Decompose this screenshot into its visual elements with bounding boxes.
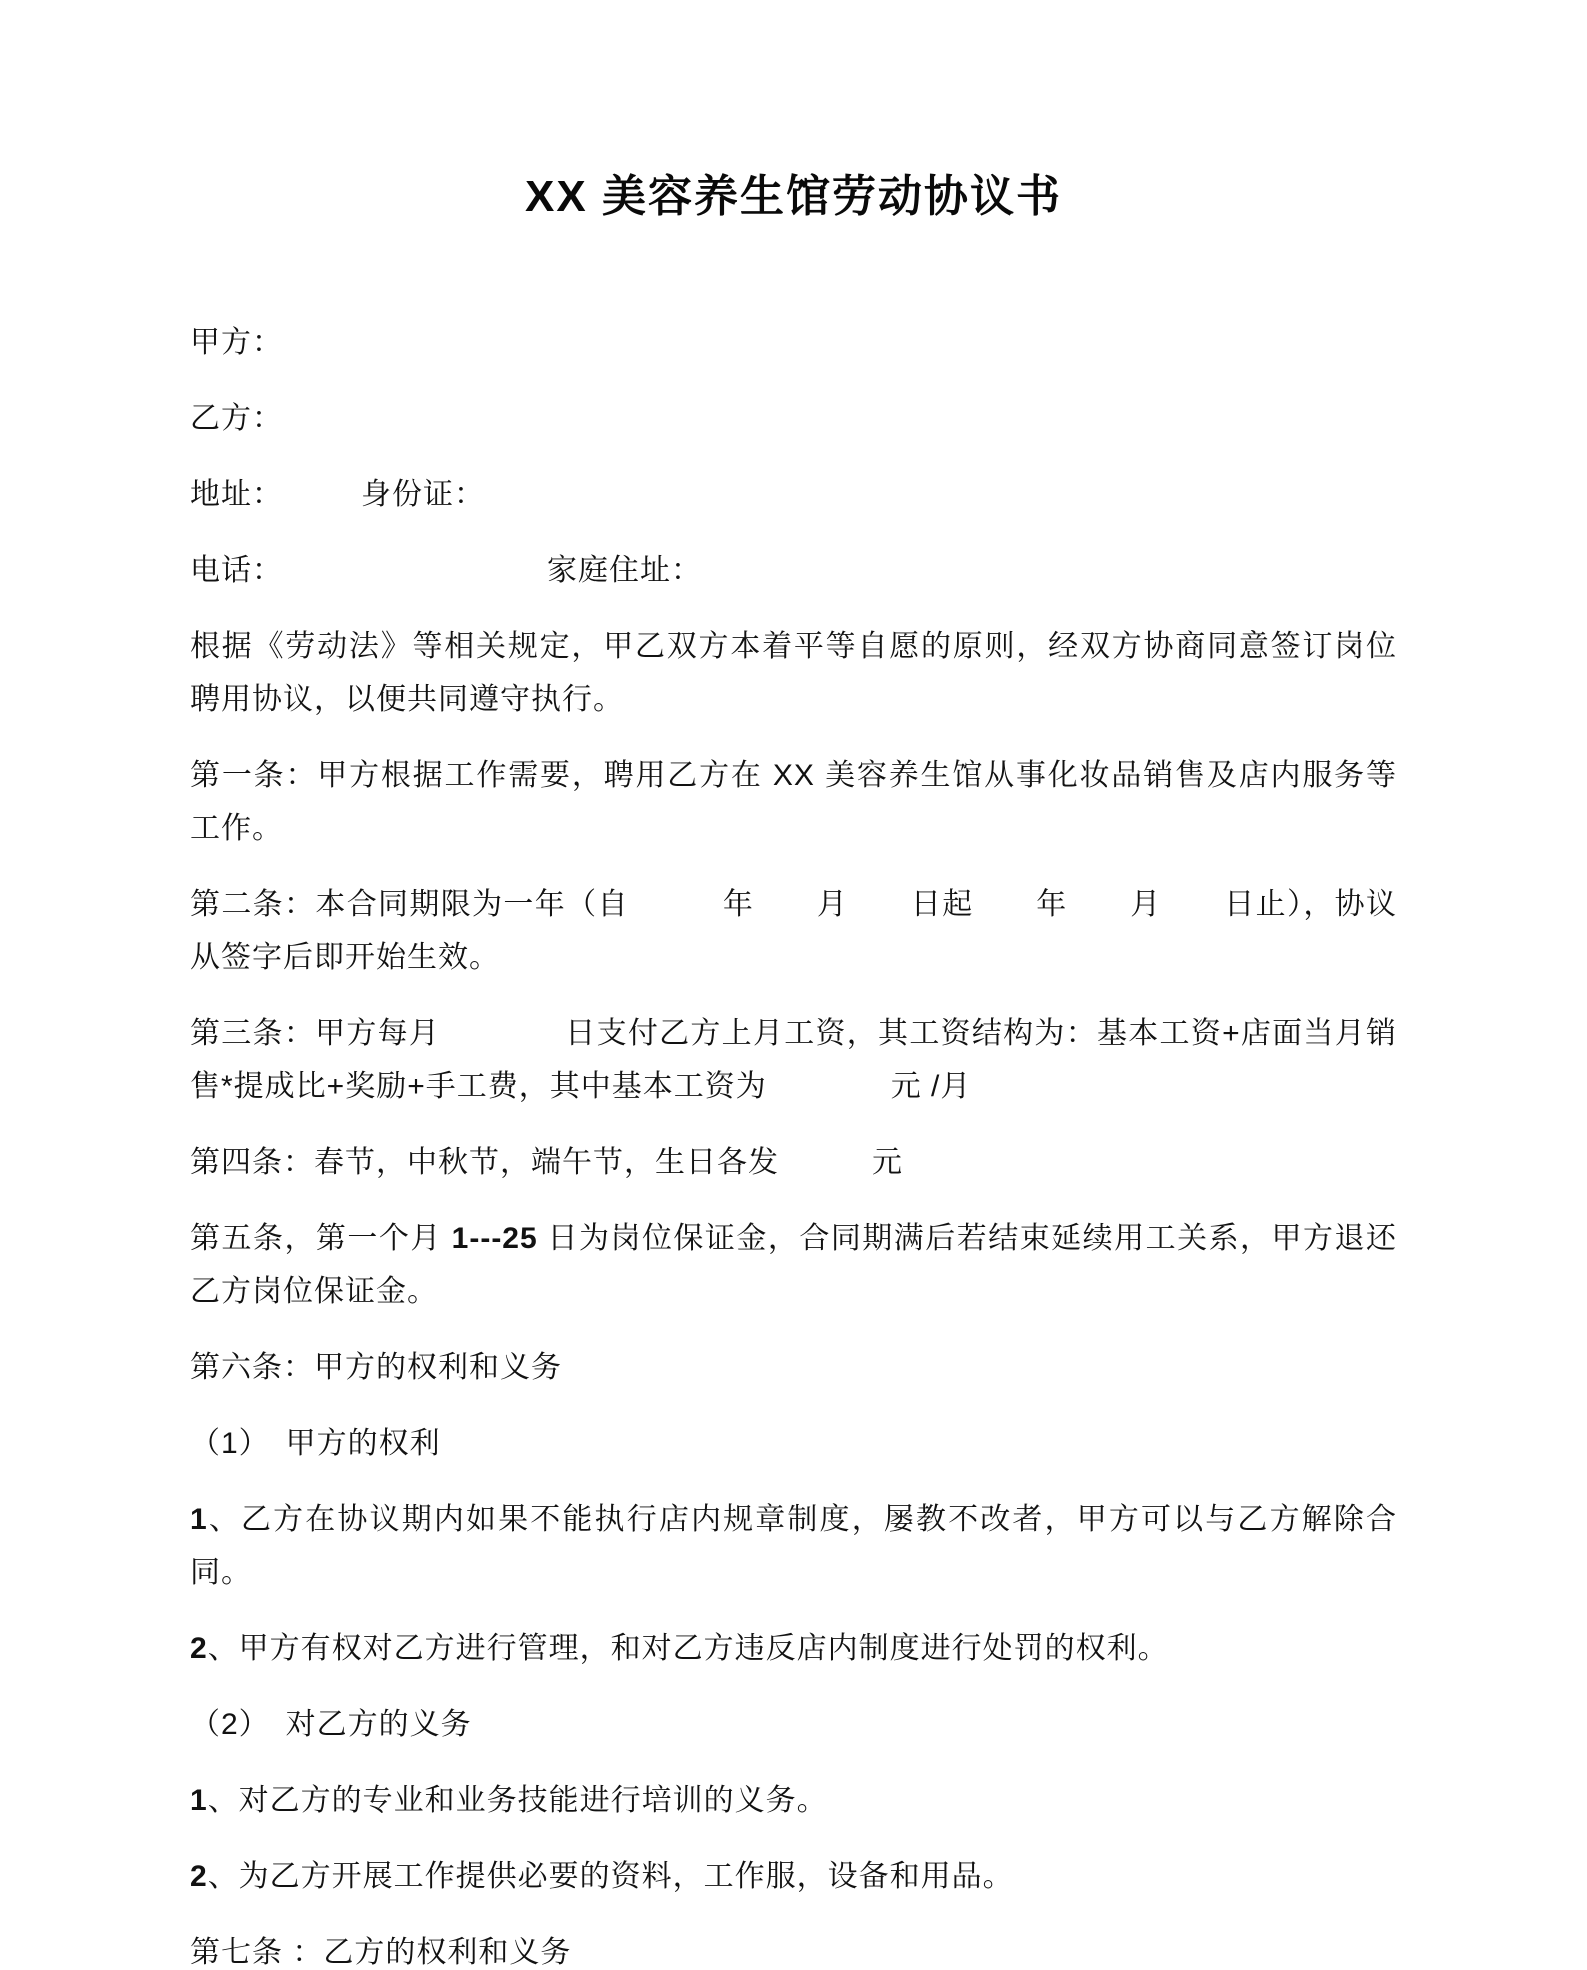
- section-1-item-1: [190, 1493, 1397, 1599]
- article-2: [190, 878, 1397, 984]
- party-a-line: [190, 316, 1397, 369]
- section-2-item-1-run: 1: [190, 1784, 208, 1817]
- document-title: XX 美容养生馆劳动协议书: [525, 172, 1062, 221]
- phone-home-line: [190, 544, 1397, 597]
- article-6-run: 第六条：甲方的权利和义务: [190, 1351, 562, 1384]
- section-1-heading-run: （1） 甲方的权利: [190, 1427, 441, 1460]
- party-b-line-run: 乙方：: [190, 402, 283, 435]
- section-1-item-1-run: 、乙方在协议期内如果不能执行店内规章制度，屡教不改者，甲方可以与乙方解除合同。: [190, 1503, 1397, 1589]
- section-1-item-2-run: 、甲方有权对乙方进行管理，和对乙方违反店内制度进行处罚的权利。: [207, 1632, 1169, 1665]
- section-2-item-1: [190, 1774, 1397, 1827]
- section-2-heading-run: （2） 对乙方的义务: [190, 1708, 472, 1741]
- preamble-run: 根据《劳动法》等相关规定，甲乙双方本着平等自愿的原则，经双方协商同意签订岗位聘用协议，以便共同遵守执行。: [190, 630, 1397, 716]
- party-b-line: [190, 392, 1397, 445]
- article-7: [190, 1926, 1397, 1970]
- article-5-run: 日为岗位保证金，合同期满后若结束延续用工关系，甲方退还乙方岗位保证金。: [190, 1222, 1397, 1308]
- document-content: [190, 316, 1397, 1970]
- section-2-item-2: [190, 1850, 1397, 1903]
- article-3: [190, 1007, 1397, 1113]
- party-a-line-run: 甲方：: [190, 326, 283, 359]
- section-1-heading: [190, 1417, 1397, 1470]
- article-4: [190, 1136, 1397, 1189]
- article-3-run: 第三条：甲方每月 日支付乙方上月工资，其工资结构为：基本工资+店面当月销售*提成比+奖励+手工费，其中基本工资为 元 /月: [190, 1017, 1397, 1103]
- article-6: [190, 1341, 1397, 1394]
- section-2-heading: [190, 1698, 1397, 1751]
- address-id-line-run: 地址： 身份证：: [190, 478, 485, 511]
- section-2-item-2-run: 、为乙方开展工作提供必要的资料，工作服，设备和用品。: [207, 1860, 1014, 1893]
- phone-home-line-run: 电话： 家庭住址：: [190, 554, 702, 587]
- section-1-item-1-run: 1: [190, 1503, 208, 1536]
- article-7-run: 第七条 ：乙方的权利和义务: [190, 1936, 572, 1969]
- address-id-line: [190, 468, 1397, 521]
- article-1-run: 第一条：甲方根据工作需要，聘用乙方在 XX 美容养生馆从事化妆品销售及店内服务等工作。: [190, 759, 1397, 845]
- article-2-run: 第二条：本合同期限为一年（自 年 月 日起 年 月 日止），协议从签字后即开始生效。: [190, 888, 1397, 974]
- article-5-run: 第五条，第一个月: [190, 1222, 452, 1255]
- section-2-item-1-run: 、对乙方的专业和业务技能进行培训的义务。: [207, 1784, 828, 1817]
- article-5-run: 1---25: [451, 1222, 538, 1255]
- section-1-item-2-run: 2: [190, 1632, 208, 1665]
- section-1-item-2: [190, 1622, 1397, 1675]
- section-2-item-2-run: 2: [190, 1860, 208, 1893]
- article-5: [190, 1212, 1397, 1318]
- article-1: [190, 749, 1397, 855]
- preamble: [190, 620, 1397, 726]
- article-4-run: 第四条：春节，中秋节，端午节，生日各发 元: [190, 1146, 903, 1179]
